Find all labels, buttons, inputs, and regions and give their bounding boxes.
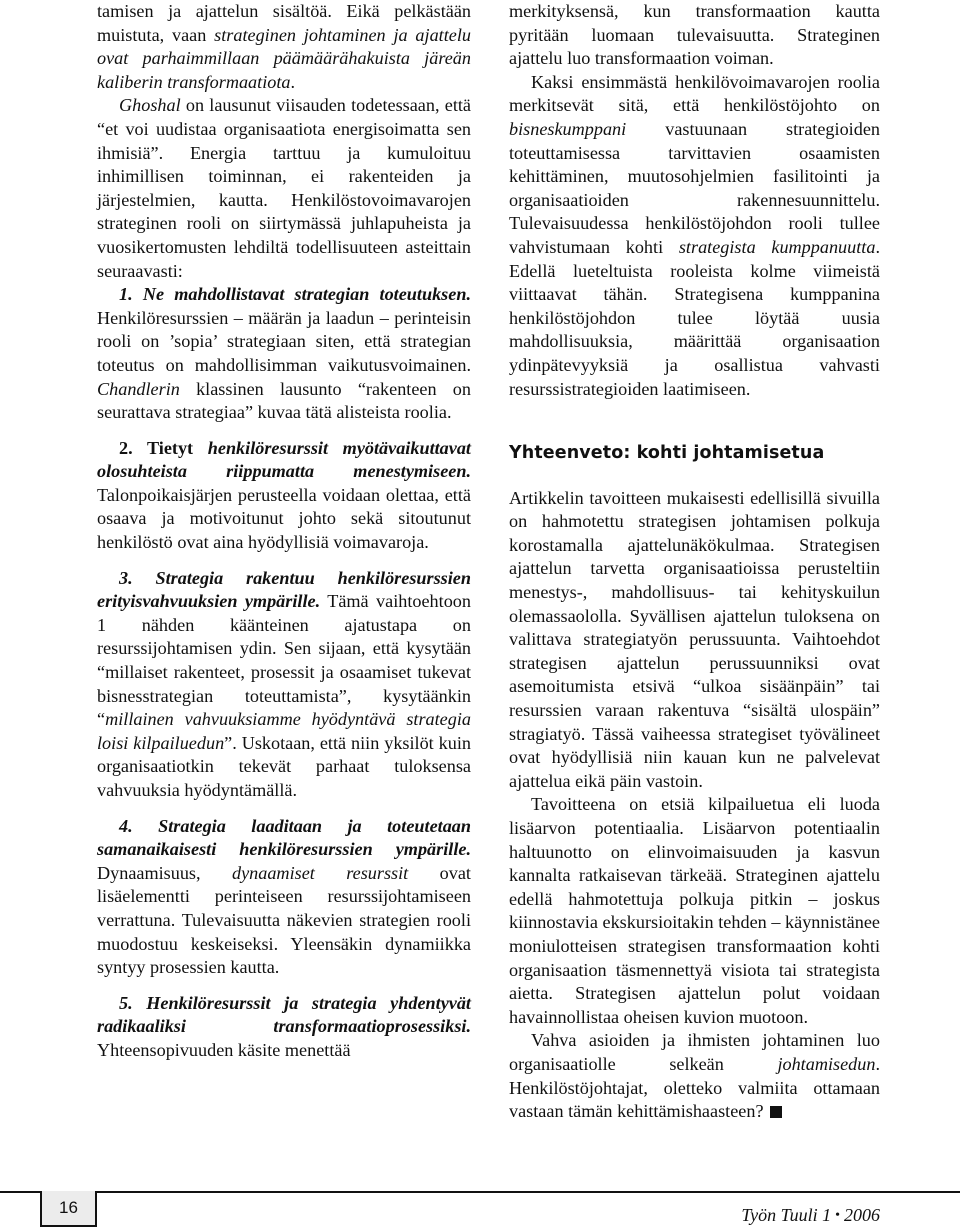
text-run: Talonpoikaisjärjen perusteella voidaan olettaa, että osaava ja motivoitunut johto sekä sitoutunut henkilöstö ovat aina hyödyllisiä voimavaroja. <box>97 484 471 553</box>
paragraph <box>97 94 471 283</box>
text-run: Dynaamisuus, <box>97 862 232 883</box>
paragraph-text <box>509 1030 880 1121</box>
text-run: . <box>290 71 296 92</box>
text-run: bisneskumppani <box>509 118 627 139</box>
end-of-article-icon <box>770 1106 782 1118</box>
text-run: Ghoshal <box>119 95 181 116</box>
text-run: dynaamiset resurssit <box>231 862 409 883</box>
text-run: merkityksensä, kun transformaation kautta pyritään luomaan tulevaisuutta. Strateginen ajattelu luo transformaation voiman. <box>509 1 880 69</box>
journal-issue: 1 <box>822 1205 832 1225</box>
paragraph <box>509 487 880 794</box>
text-run: ”. Uskotaan, että niin yksilöt kuin organisaatiotkin tekevät parhaat tuloksensa vahvuuksia hyödyntämällä. <box>97 732 471 800</box>
text-run: 4. Strategia laaditaan ja toteutetaan samanaikaisesti henkilöresurssien ympärille. <box>97 815 471 860</box>
text-run: 3. Strategia rakentuu henkilöresurssien erityisvahvuuksien ympärille. <box>97 567 471 612</box>
text-run: millainen vahvuuksiamme hyödyntävä strategia loisi kilpailuedun <box>97 709 471 753</box>
list-item <box>97 283 471 425</box>
text-run: vastuunaan strategioiden toteuttamisessa tarvittavien osaamisten kehittäminen, muutosohjelmien fasilitointi ja organisaatioiden rakennesuunnittelu. Tulevaisuudessa henkilöstöjohdon rooli tullee vahvistumaan kohti <box>509 118 880 257</box>
text-run: Artikkelin tavoitteen mukaisesti edellisillä sivuilla on hahmotettu strategisen johtamisen polkuja korostamalla ajattelunäkökulmaa. Strategisen ajattelun tarvetta organisaatioissa perusteltiin menestys-, mahdollisuus- tai kehityskuilun olemassaololla. Syvällisen ajattelun tuloksena on valittava strategiatyön perussuunta. Vaihtoehdot strategisen ajattelun perussuunniksi ovat asemoitumista etsivä “ulkoa sisäänpäin” tai resurssien varaan rakentuva “sisältä ulospäin” stragiatyö. Tässä vaiheessa strategiset työvälineet ovat hyödyllisiä niin kauan kun ne palvelevat ajattelua eikä päin vastoin. <box>509 487 880 791</box>
text-run: klassinen lausunto “rakenteen on seurattava strategiaa” kuvaa tätä alisteista roolia. <box>97 378 471 423</box>
text-run: strategista kumppanuutta <box>678 236 876 257</box>
text-run: ovat lisäelementti perinteiseen resurssijohtamiseen verrattuna. Tulevaisuutta näkevien strategien rooli muodostuu keskeiseksi. Yleensäkin dynamiikka syntyy prosessien kautta. <box>97 862 471 978</box>
right-column <box>509 0 880 1124</box>
text-run: Tavoitteena on etsiä kilpailuetua eli luoda lisäarvon potentiaalia. Lisäarvon potentiaalin haltuunotto on elinvoimaisuuden ja kasvun kannalta ratkaisevan tärkeää. Strateginen ajattelu edellä hahmotettuja polkuja pitkin – joskus kiinnostavia ekskursioitakin tehden – käynnistänee moniulotteisen strategisen transformaation kohti organisaation täsmennettyä visiota tai strategista aietta. Strategisen ajattelun polut voidaan havainnollistaa oheisen kuvion muotoon. <box>509 794 880 1027</box>
text-run: henkilöresurssit myötävaikuttavat olosuhteista riippumatta menestymiseen. <box>97 437 471 482</box>
text-run: Vahva asioiden ja ihmisten johtaminen luo organisaatiolle selkeän <box>509 1030 880 1074</box>
paragraph <box>509 71 880 401</box>
section-heading: Yhteenveto: kohti johtamisetua <box>509 443 825 464</box>
paragraph <box>509 793 880 1029</box>
text-run: . Edellä lueteltuista rooleista kolme viimeistä viittaavat tähän. Strategisena kumppanina henkilöstöjohdon tulee löytää uusia mahdollisuuksia, määrittää organisaation ydinpätevyyksiä ja osallistua vahvasti resurssistrategioiden laatimiseen. <box>509 236 880 399</box>
footer-rule <box>0 1191 960 1193</box>
footer-separator: • <box>835 1208 840 1223</box>
text-run: on lausunut viisauden todetessaan, että “et voi uudistaa organisaatiota energisoimatta sen ihmisiä”. Energia tarttuu ja kumuloituu inhimillisen toiminnan, ei rakenteiden ja järjestelmien, kautta. Henkilöstovoimavarojen strateginen rooli on siirtymässä juhlapuheista ja vuosikertomusten lehdiltä todellisuuteen asteittain seuraavasti: <box>97 95 471 281</box>
list-item <box>97 567 471 803</box>
text-run: 5. Henkilöresurssit ja strategia yhdentyvät radikaaliksi transformaatioprosessiksi. <box>97 992 471 1037</box>
page-number: 16 <box>40 1191 97 1227</box>
text-run: 2. Tietyt <box>119 437 208 458</box>
journal-name: Työn Tuuli <box>741 1205 818 1225</box>
text-run: tamisen ja ajattelun sisältöä. Eikä pelkästään muistuta, vaan <box>97 1 471 45</box>
text-run: Kaksi ensimmästä henkilövoimavarojen roolia merkitsevät sitä, että henkilöstöjohto on <box>509 71 880 116</box>
text-run: Henkilöresurssien – määrän ja laadun – perinteisin rooli on ’sopia’ strategiaan siten, että strategian toteutus on mahdollisimman vaikutusvoimainen. <box>97 307 471 375</box>
text-run: . Henkilöstöjohtajat, oletteko valmiita ottamaan vastaan tämän kehittämishaasteen? <box>509 1053 880 1122</box>
paragraph <box>509 1029 880 1123</box>
journal-footer <box>741 1205 880 1226</box>
list-item <box>97 437 471 555</box>
list-item <box>97 992 471 1063</box>
text-run: Yhteensopivuuden käsite menettää <box>97 1039 351 1060</box>
left-column <box>97 0 471 1063</box>
text-run: 1. Ne mahdollistavat strategian toteutuksen. <box>119 284 471 305</box>
list-item <box>97 815 471 980</box>
journal-year: 2006 <box>844 1205 880 1225</box>
text-run: johtamisedun <box>777 1053 876 1074</box>
paragraph <box>97 0 471 94</box>
paragraph <box>509 0 880 71</box>
text-run: Chandlerin <box>97 378 180 399</box>
text-run: strateginen johtaminen ja ajattelu ovat parhaimmillaan päämäärähakuista järeän kaliberin transformaatiota <box>97 24 471 92</box>
text-run: Tämä vaihtoehtoon 1 nähden käänteinen ajatustapa on resurssijohtamisen ydin. Sen sijaan, että kysytään “millaiset rakenteet, prosessit ja osaamiset tukevat bisnesstrategian toteuttamista”, kysytäänkin “ <box>97 591 471 730</box>
